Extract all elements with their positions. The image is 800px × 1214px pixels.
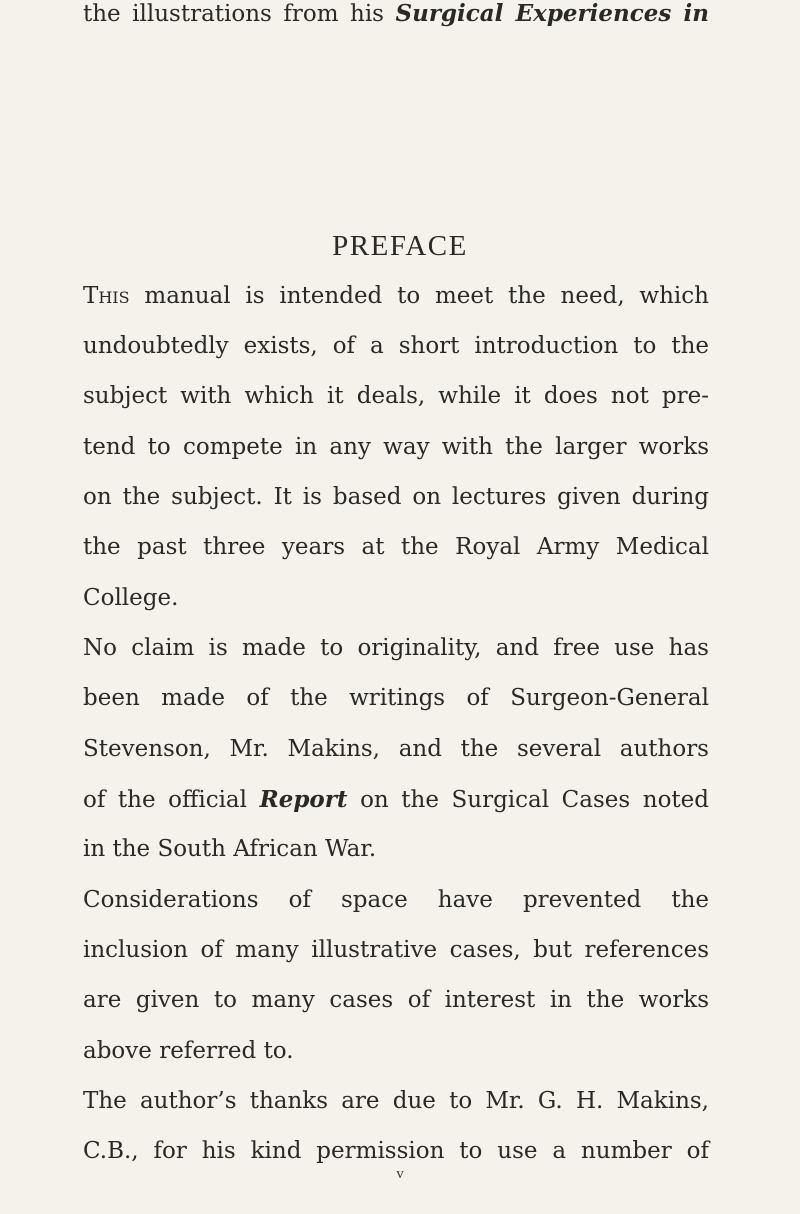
italic-title: Surgical Experiences in (395, 0, 709, 27)
text-line (83, 434, 709, 460)
line-text: Considerations of space have prevented the (83, 887, 709, 913)
text-line (83, 383, 709, 409)
line-text: on the subject. It is based on lectures given during (83, 484, 709, 510)
line-text-before-emphasis: of the official (83, 787, 260, 813)
text-line (83, 484, 709, 510)
line-text: the past three years at the Royal Army Medical (83, 534, 709, 560)
text-line (83, 1138, 709, 1164)
text-line (83, 987, 709, 1013)
line-text: tend to compete in any way with the larger works (83, 434, 709, 460)
text-line (83, 283, 709, 309)
text-line (83, 0, 709, 27)
small-caps-opening-word: This (83, 283, 130, 309)
line-text: undoubtedly exists, of a short introduction to the (83, 333, 709, 359)
line-text: inclusion of many illustrative cases, but references (83, 937, 709, 963)
text-line (83, 736, 709, 762)
line-text: No claim is made to originality, and free use has (83, 635, 709, 661)
text-line (83, 937, 709, 963)
text-line (83, 887, 709, 913)
italic-title: Report (259, 786, 348, 813)
line-text: are given to many cases of interest in the works (83, 987, 709, 1013)
text-line (83, 585, 709, 611)
line-text: been made of the writings of Surgeon-General (83, 685, 709, 711)
page-title: PREFACE (332, 230, 468, 262)
line-text-before-emphasis: the illustrations from his (83, 1, 396, 27)
line-text: manual is intended to meet the need, which (129, 283, 709, 309)
line-text: in the South African War. (83, 836, 377, 862)
page-number: v (396, 1166, 404, 1182)
text-line (83, 685, 709, 711)
text-line (83, 786, 709, 813)
text-line (83, 534, 709, 560)
line-text: C.B., for his kind permission to use a number of (83, 1138, 709, 1164)
text-line (83, 1088, 709, 1114)
line-text: College. (83, 585, 179, 611)
text-line (83, 836, 709, 862)
line-text: Stevenson, Mr. Makins, and the several authors (83, 736, 709, 762)
line-text-after-emphasis: on the Surgical Cases noted (347, 787, 710, 813)
text-line (83, 635, 709, 661)
line-text: The author’s thanks are due to Mr. G. H. Makins, (83, 1088, 709, 1114)
text-line (83, 1038, 709, 1064)
line-text: subject with which it deals, while it does not pre- (83, 383, 709, 409)
text-line (83, 333, 709, 359)
line-text: above referred to. (83, 1038, 294, 1064)
